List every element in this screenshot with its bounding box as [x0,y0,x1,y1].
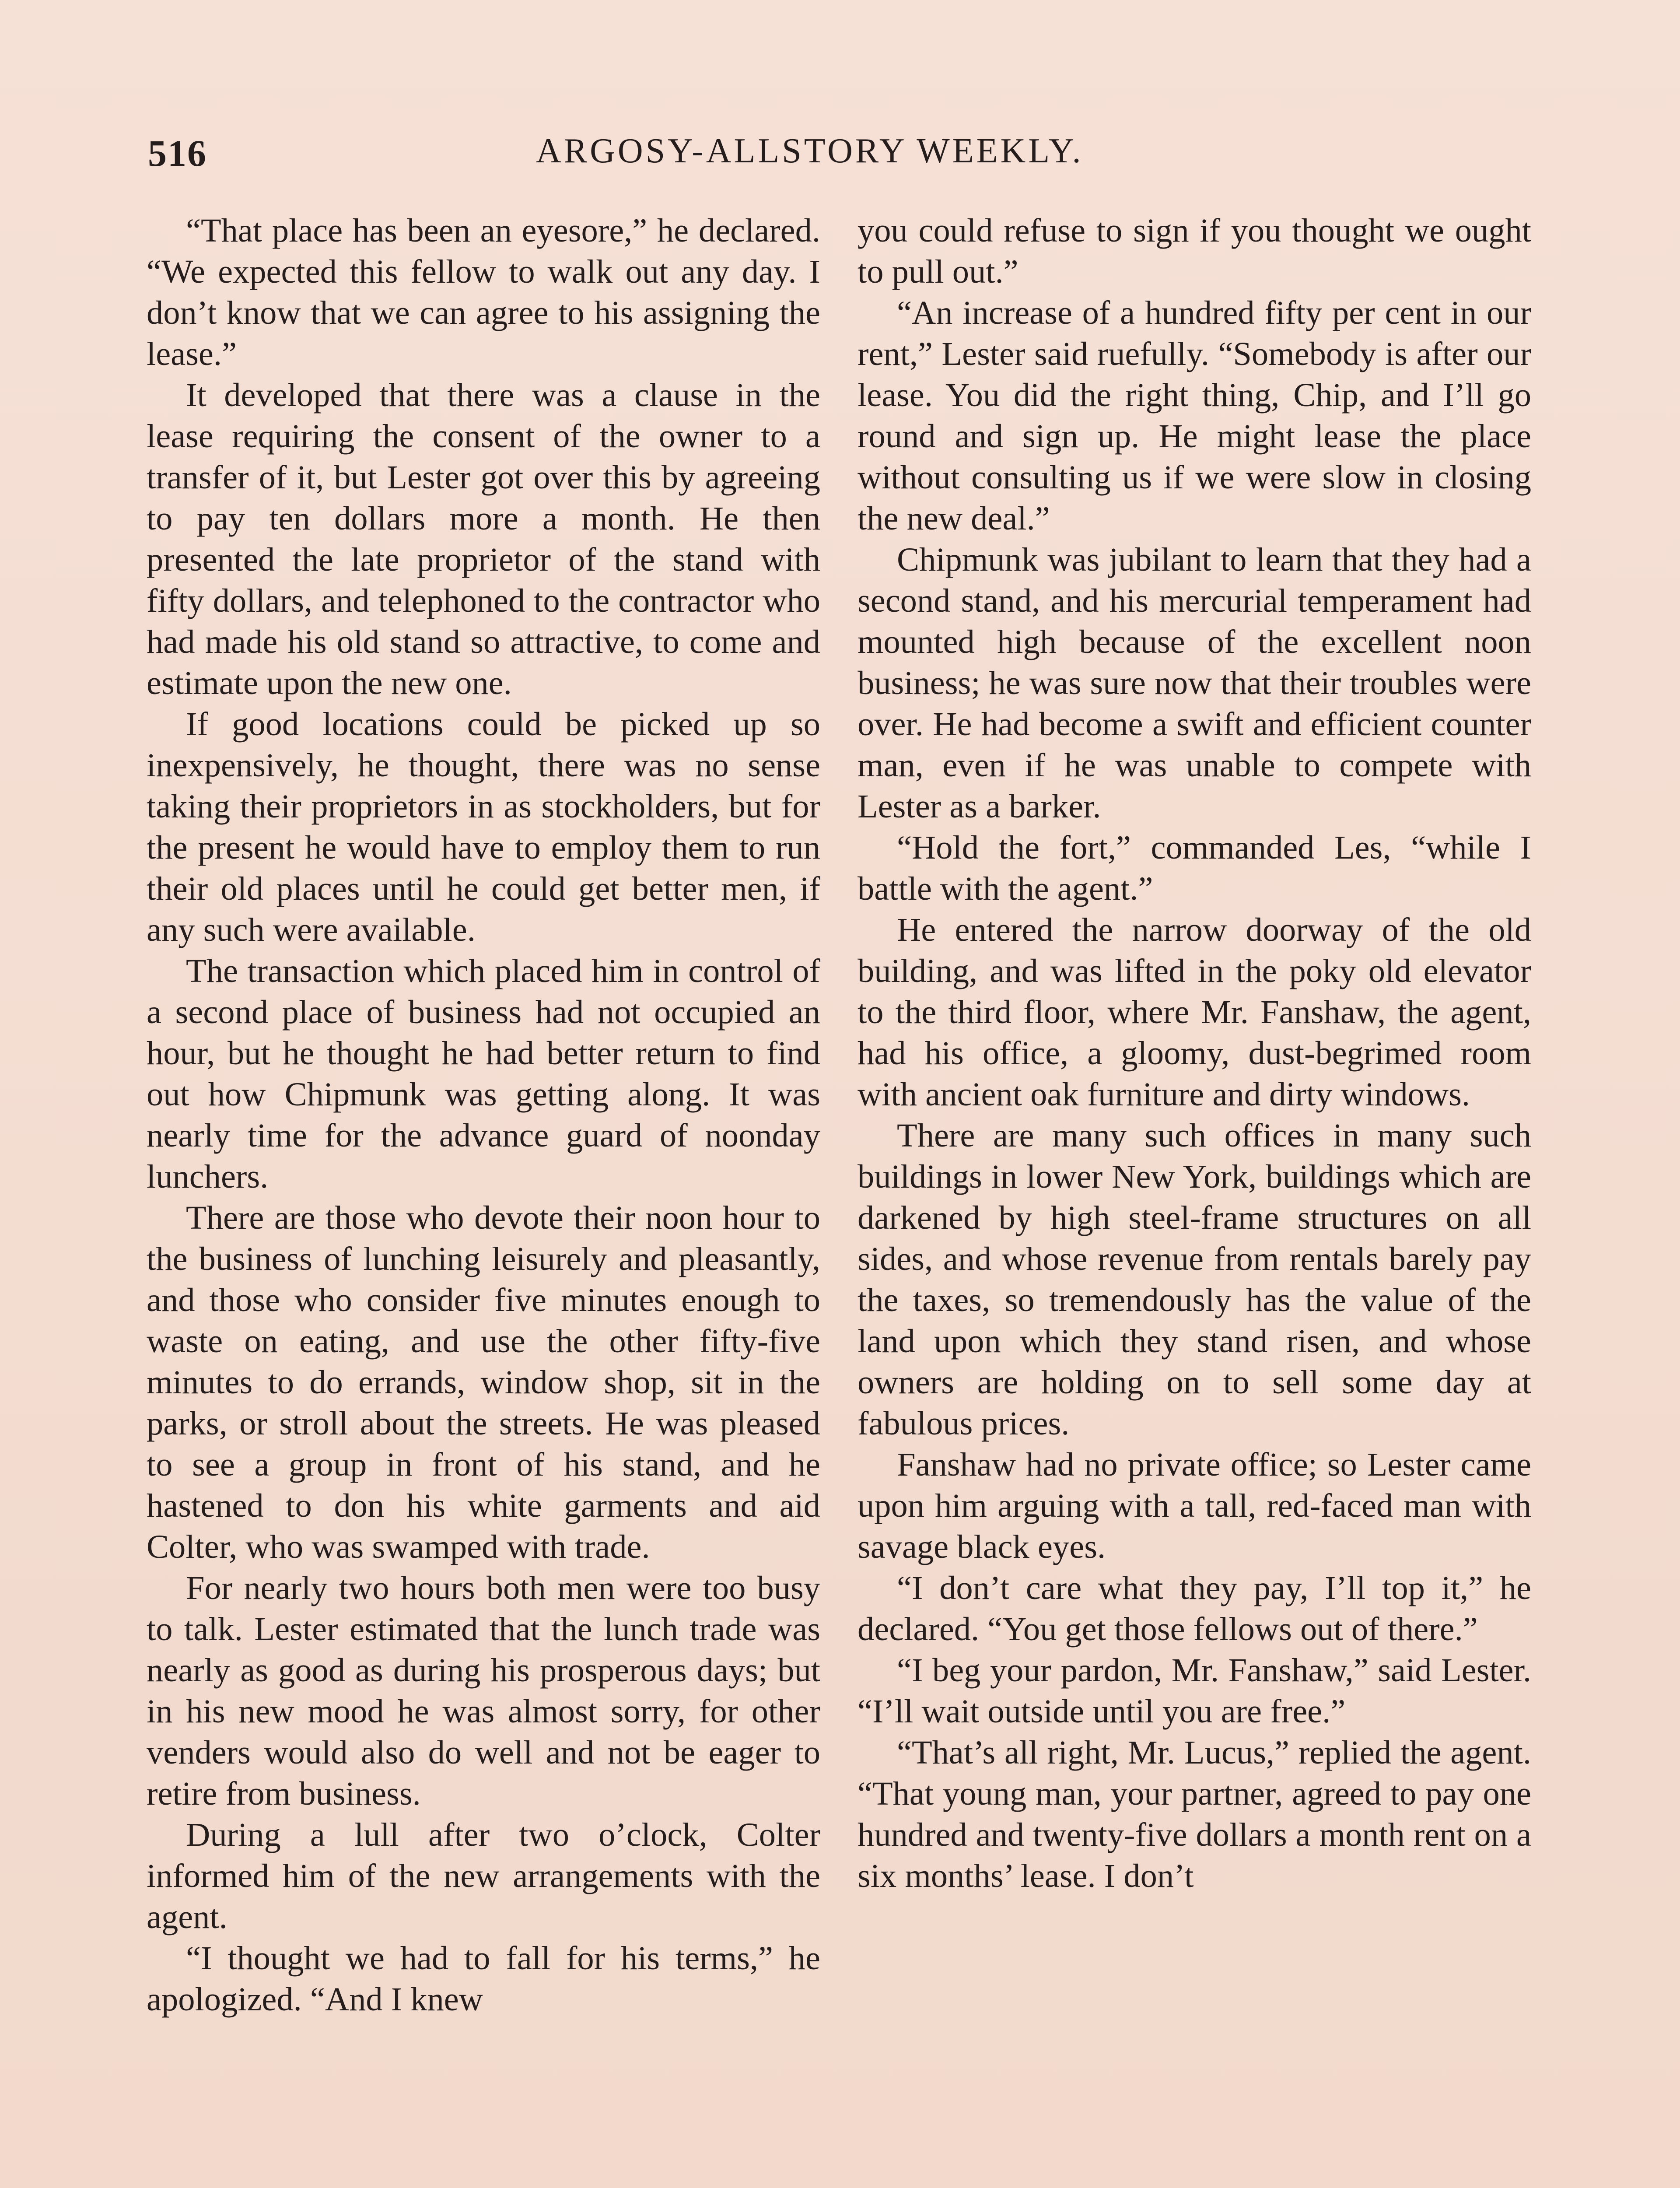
paragraph: It developed that there was a clause in the lease requiring the consent of the owner to a transfer of it, but Lester got over this by agreeing to pay ten dollars more a month. He then presented the late proprietor of the stand with fifty dollars, and telephoned to the contractor who had made his old stand so attractive, to come and estimate upon the new one. [147,376,820,701]
paragraph: “That’s all right, Mr. Lucus,” replied the agent. “That young man, your partner, agreed to pay one hundred and twenty-five dollars a month rent on a six months’ lease. I don’t [858,1734,1531,1894]
paragraph: “I beg your pardon, Mr. Fanshaw,” said Lester. “I’ll wait outside until you are free.” [858,1652,1531,1730]
running-head: ARGOSY-ALLSTORY WEEKLY. [536,132,1084,170]
paragraph: “An increase of a hundred fifty per cent in our rent,” Lester said ruefully. “Somebody is after our lease. You did the right thing, Chip, and I’ll go round and sign up. He might lease the place without consulting us if we were slow in closing the new deal.” [858,294,1531,537]
right-column [858,210,1531,1897]
paragraph: If good locations could be picked up so inexpensively, he thought, there was no sense taking their proprietors in as stockholders, but for the present he would have to employ them to run their old places until he could get better men, if any such were available. [147,705,820,948]
paragraph: Fanshaw had no private office; so Lester came upon him arguing with a tall, red-faced man with savage black eyes. [858,1446,1531,1565]
paragraph: “I don’t care what they pay, I’ll top it,” he declared. “You get those fellows out of there.” [858,1569,1531,1648]
left-column [147,210,820,2020]
paragraph: “I thought we had to fall for his terms,” he apologized. “And I knew [147,1939,820,2018]
page-number: 516 [148,132,207,174]
paragraph: During a lull after two o’clock, Colter informed him of the new arrangements with the agent. [147,1816,820,1936]
paragraph: There are many such offices in many such buildings in lower New York, buildings which are darkened by high steel-frame structures on all sides, and whose revenue from rentals barely pay the taxes, so tremendously has the value of the land upon which they stand risen, and whose owners are holding on to sell some day at fabulous prices. [858,1117,1531,1442]
paragraph-continued: you could refuse to sign if you thought we ought to pull out.” [858,212,1531,290]
paragraph: The transaction which placed him in control of a second place of business had not occupied an hour, but he thought he had better return to find out how Chipmunk was getting along. It was nearly time for the advance guard of noonday lunchers. [147,952,820,1195]
paragraph: There are those who devote their noon hour to the business of lunching leisurely and pleasantly, and those who consider five minutes enough to waste on eating, and use the other fifty-five minutes to do errands, window shop, sit in the parks, or stroll about the streets. He was pleased to see a group in front of his stand, and he hastened to don his white garments and aid Colter, who was swamped with trade. [147,1199,820,1565]
paragraph: For nearly two hours both men were too busy to talk. Lester estimated that the lunch trade was nearly as good as during his prosperous days; but in his new mood he was almost sorry, for other venders would also do well and not be eager to retire from business. [147,1569,820,1812]
paragraph: “That place has been an eyesore,” he declared. “We expected this fellow to walk out any day. I don’t know that we can agree to his assigning the lease.” [147,212,820,372]
paragraph: Chipmunk was jubilant to learn that they had a second stand, and his mercurial temperament had mounted high because of the excellent noon business; he was sure now that their troubles were over. He had become a swift and efficient counter man, even if he was unable to compete with Lester as a barker. [858,541,1531,825]
paragraph: “Hold the fort,” commanded Les, “while I battle with the agent.” [858,829,1531,907]
paragraph: He entered the narrow doorway of the old building, and was lifted in the poky old elevator to the third floor, where Mr. Fanshaw, the agent, had his office, a gloomy, dust-begrimed room with ancient oak furniture and dirty windows. [858,911,1531,1113]
